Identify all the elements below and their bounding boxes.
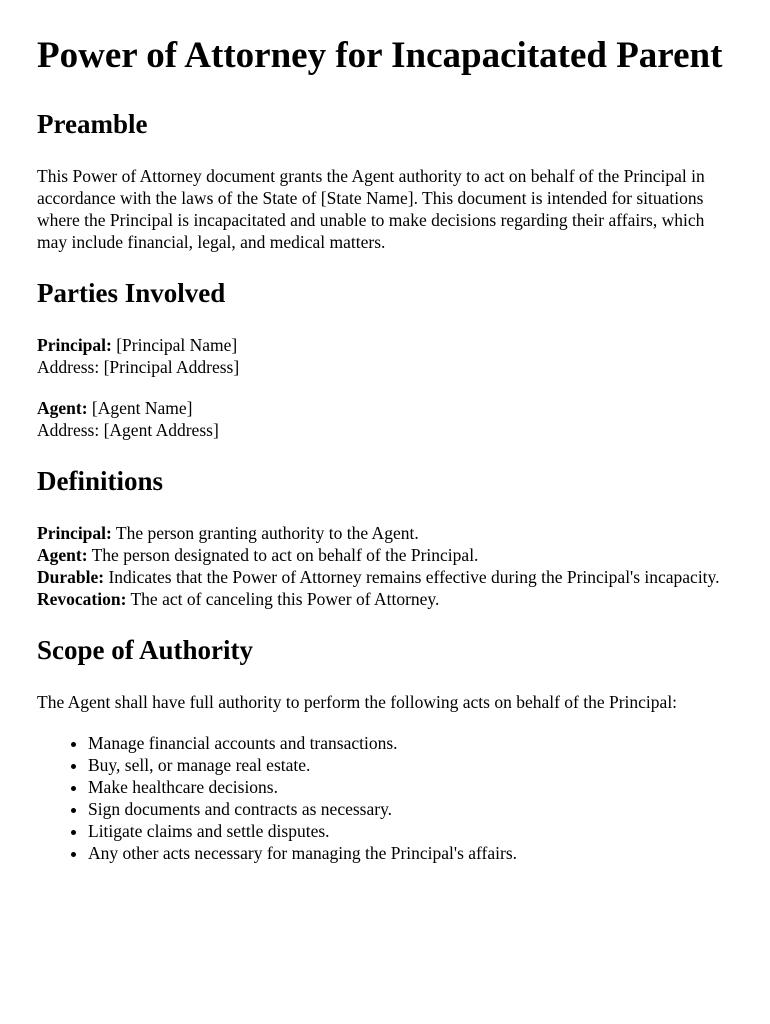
list-item: • Any other acts necessary for managing the Principal's affairs. <box>88 842 733 864</box>
scope-heading: Scope of Authority <box>37 635 253 665</box>
list-item: • Litigate claims and settle disputes. <box>88 820 733 842</box>
document-title: Power of Attorney for Incapacitated Parent <box>37 35 723 76</box>
list-item: • Sign documents and contracts as necessary. <box>88 798 733 820</box>
definitions-heading: Definitions <box>37 466 164 496</box>
principal-label: Principal: <box>37 335 112 355</box>
agent-block <box>37 397 733 441</box>
definition-text: The person granting authority to the Agent. <box>111 523 419 543</box>
preamble-heading: Preamble <box>37 109 148 139</box>
agent-label: Agent: <box>37 398 88 418</box>
scope-list <box>37 732 733 864</box>
scope-intro: The Agent shall have full authority to perform the following acts on behalf of the Principal: <box>37 692 678 712</box>
preamble-text: This Power of Attorney document grants the Agent authority to act on behalf of the Principal in accordance with the laws of the State of [State Name]. This document is intended for situations where the Principal is incapacitated and unable to make decisions regarding their affairs, which may include financial, legal, and medical matters. <box>37 166 705 252</box>
definition-term: Principal: <box>37 523 112 543</box>
definition-term: Revocation: <box>37 589 127 609</box>
list-item: • Make healthcare decisions. <box>88 776 733 798</box>
list-item: • Buy, sell, or manage real estate. <box>88 754 733 776</box>
definitions-list <box>37 522 733 610</box>
agent-name: [Agent Name] <box>87 398 193 418</box>
principal-block <box>37 334 733 378</box>
definition-text: The person designated to act on behalf of the Principal. <box>87 545 479 565</box>
principal-name: [Principal Name] <box>111 335 238 355</box>
list-item: • Manage financial accounts and transactions. <box>88 732 733 754</box>
definition-term: Durable: <box>37 567 105 587</box>
definition-term: Agent: <box>37 545 88 565</box>
definition-text: Indicates that the Power of Attorney remains effective during the Principal's incapacity. <box>104 567 720 587</box>
definition-text: The act of canceling this Power of Attorney. <box>126 589 440 609</box>
parties-heading: Parties Involved <box>37 278 226 308</box>
agent-address: Address: [Agent Address] <box>37 420 219 440</box>
principal-address: Address: [Principal Address] <box>37 357 240 377</box>
